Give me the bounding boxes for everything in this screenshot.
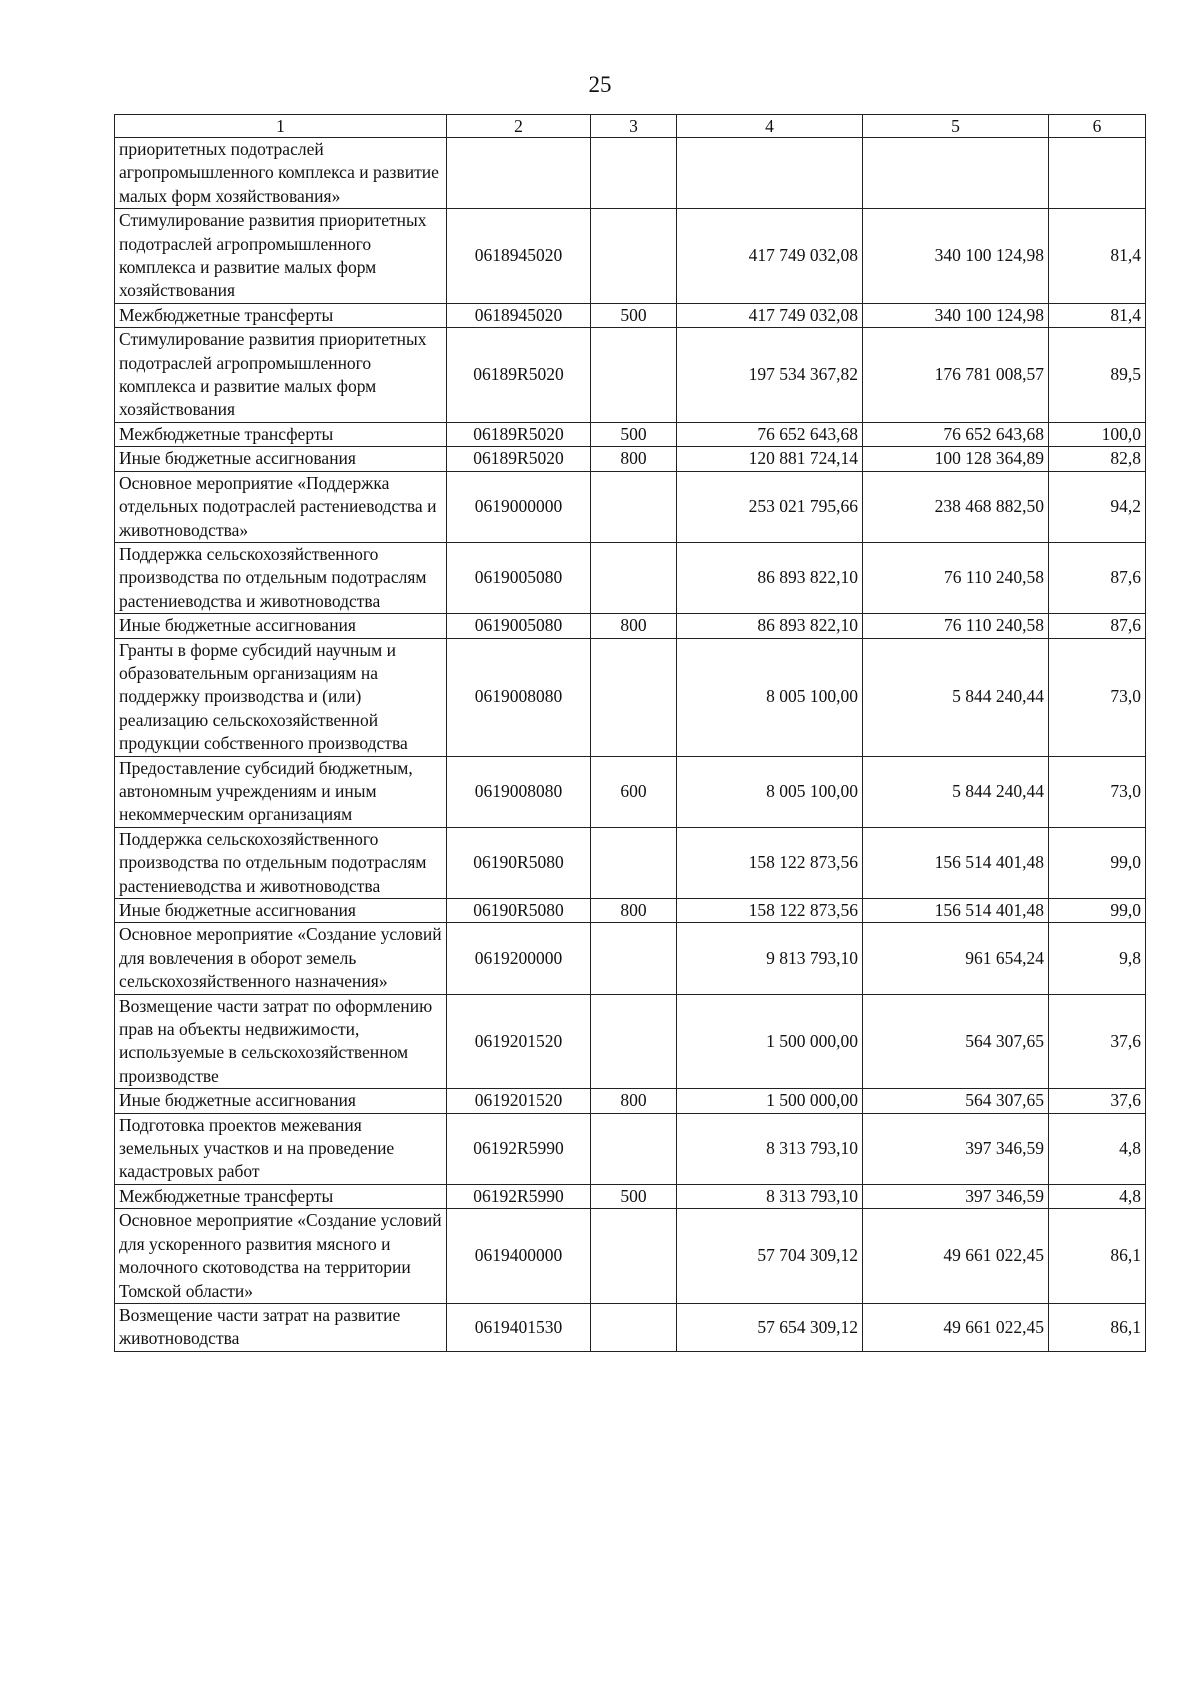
row-name-cell: Иные бюджетные ассигнования xyxy=(115,1089,447,1113)
table-row xyxy=(115,138,1146,209)
budget-execution-table xyxy=(114,114,1146,1352)
row-expense-type-cell: 800 xyxy=(591,447,677,471)
table-row xyxy=(115,827,1146,898)
row-plan-amount-cell: 57 704 309,12 xyxy=(677,1209,863,1304)
row-percent-cell: 94,2 xyxy=(1049,471,1146,542)
column-header-1: 1 xyxy=(115,115,447,138)
row-actual-amount-cell: 76 652 643,68 xyxy=(863,422,1049,446)
row-expense-type-cell: 800 xyxy=(591,1089,677,1113)
row-code-cell: 06189R5020 xyxy=(447,422,591,446)
row-actual-amount-cell: 238 468 882,50 xyxy=(863,471,1049,542)
row-plan-amount-cell: 417 749 032,08 xyxy=(677,303,863,327)
row-name-cell: Гранты в форме субсидий научным и образовательным организациям на поддержку производства и (или) реализацию сельскохозяйственной продукции собственного производства xyxy=(115,638,447,756)
row-actual-amount-cell: 397 346,59 xyxy=(863,1184,1049,1208)
row-plan-amount-cell: 120 881 724,14 xyxy=(677,447,863,471)
row-code-cell: 0619008080 xyxy=(447,638,591,756)
row-name-cell: Стимулирование развития приоритетных подотраслей агропромышленного комплекса и развитие малых форм хозяйствования xyxy=(115,209,447,304)
row-actual-amount-cell: 5 844 240,44 xyxy=(863,756,1049,827)
row-expense-type-cell xyxy=(591,138,677,209)
row-plan-amount-cell: 1 500 000,00 xyxy=(677,994,863,1089)
row-actual-amount-cell: 76 110 240,58 xyxy=(863,614,1049,638)
row-percent-cell: 100,0 xyxy=(1049,422,1146,446)
row-percent-cell: 82,8 xyxy=(1049,447,1146,471)
row-code-cell: 0619201520 xyxy=(447,994,591,1089)
table-row xyxy=(115,1089,1146,1113)
row-plan-amount-cell: 158 122 873,56 xyxy=(677,827,863,898)
row-name-cell: Стимулирование развития приоритетных подотраслей агропромышленного комплекса и развитие малых форм хозяйствования xyxy=(115,328,447,423)
row-expense-type-cell: 600 xyxy=(591,756,677,827)
row-name-cell: Иные бюджетные ассигнования xyxy=(115,447,447,471)
row-expense-type-cell: 800 xyxy=(591,899,677,923)
row-actual-amount-cell: 176 781 008,57 xyxy=(863,328,1049,423)
table-row xyxy=(115,328,1146,423)
table-row xyxy=(115,471,1146,542)
row-code-cell: 06190R5080 xyxy=(447,899,591,923)
row-expense-type-cell xyxy=(591,923,677,994)
row-percent-cell: 89,5 xyxy=(1049,328,1146,423)
table-row xyxy=(115,303,1146,327)
row-name-cell: Возмещение части затрат на развитие животноводства xyxy=(115,1303,447,1351)
row-name-cell: Поддержка сельскохозяйственного производства по отдельным подотраслям растениеводства и животноводства xyxy=(115,827,447,898)
row-plan-amount-cell: 86 893 822,10 xyxy=(677,614,863,638)
column-header-6: 6 xyxy=(1049,115,1146,138)
row-code-cell: 0619400000 xyxy=(447,1209,591,1304)
table-row xyxy=(115,542,1146,613)
row-plan-amount-cell: 8 313 793,10 xyxy=(677,1184,863,1208)
row-name-cell: приоритетных подотраслей агропромышленного комплекса и развитие малых форм хозяйствования» xyxy=(115,138,447,209)
row-plan-amount-cell: 1 500 000,00 xyxy=(677,1089,863,1113)
row-name-cell: Основное мероприятие «Создание условий для вовлечения в оборот земель сельскохозяйственного назначения» xyxy=(115,923,447,994)
row-plan-amount-cell: 86 893 822,10 xyxy=(677,542,863,613)
row-percent-cell: 9,8 xyxy=(1049,923,1146,994)
table-row xyxy=(115,209,1146,304)
row-percent-cell: 73,0 xyxy=(1049,638,1146,756)
row-actual-amount-cell: 100 128 364,89 xyxy=(863,447,1049,471)
row-name-cell: Возмещение части затрат по оформлению прав на объекты недвижимости, используемые в сельскохозяйственном производстве xyxy=(115,994,447,1089)
row-name-cell: Межбюджетные трансферты xyxy=(115,1184,447,1208)
row-plan-amount-cell: 158 122 873,56 xyxy=(677,899,863,923)
row-percent-cell: 86,1 xyxy=(1049,1303,1146,1351)
page-number: 25 xyxy=(588,72,612,97)
row-code-cell: 06189R5020 xyxy=(447,328,591,423)
row-code-cell: 0619008080 xyxy=(447,756,591,827)
row-name-cell: Межбюджетные трансферты xyxy=(115,422,447,446)
row-percent-cell: 37,6 xyxy=(1049,994,1146,1089)
row-expense-type-cell xyxy=(591,328,677,423)
row-plan-amount-cell: 417 749 032,08 xyxy=(677,209,863,304)
table-row xyxy=(115,1209,1146,1304)
row-expense-type-cell xyxy=(591,1209,677,1304)
row-name-cell: Иные бюджетные ассигнования xyxy=(115,614,447,638)
table-row xyxy=(115,923,1146,994)
row-name-cell: Основное мероприятие «Поддержка отдельных подотраслей растениеводства и животноводства» xyxy=(115,471,447,542)
row-plan-amount-cell xyxy=(677,138,863,209)
row-plan-amount-cell: 76 652 643,68 xyxy=(677,422,863,446)
row-name-cell: Подготовка проектов межевания земельных участков и на проведение кадастровых работ xyxy=(115,1113,447,1184)
row-expense-type-cell: 500 xyxy=(591,422,677,446)
table-row xyxy=(115,1184,1146,1208)
row-plan-amount-cell: 253 021 795,66 xyxy=(677,471,863,542)
table-row xyxy=(115,447,1146,471)
column-header-2: 2 xyxy=(447,115,591,138)
row-expense-type-cell xyxy=(591,471,677,542)
row-name-cell: Межбюджетные трансферты xyxy=(115,303,447,327)
row-code-cell: 0618945020 xyxy=(447,303,591,327)
row-code-cell: 0619200000 xyxy=(447,923,591,994)
row-plan-amount-cell: 8 005 100,00 xyxy=(677,756,863,827)
row-percent-cell: 4,8 xyxy=(1049,1113,1146,1184)
row-code-cell: 06190R5080 xyxy=(447,827,591,898)
row-percent-cell: 99,0 xyxy=(1049,827,1146,898)
row-expense-type-cell xyxy=(591,1303,677,1351)
row-actual-amount-cell: 564 307,65 xyxy=(863,994,1049,1089)
row-expense-type-cell xyxy=(591,827,677,898)
row-plan-amount-cell: 197 534 367,82 xyxy=(677,328,863,423)
row-percent-cell: 87,6 xyxy=(1049,542,1146,613)
row-actual-amount-cell: 340 100 124,98 xyxy=(863,209,1049,304)
table-row xyxy=(115,614,1146,638)
row-expense-type-cell xyxy=(591,209,677,304)
row-plan-amount-cell: 8 005 100,00 xyxy=(677,638,863,756)
row-percent-cell: 4,8 xyxy=(1049,1184,1146,1208)
row-expense-type-cell: 800 xyxy=(591,614,677,638)
row-actual-amount-cell: 564 307,65 xyxy=(863,1089,1049,1113)
table-row xyxy=(115,1303,1146,1351)
row-code-cell: 0619401530 xyxy=(447,1303,591,1351)
row-expense-type-cell: 500 xyxy=(591,1184,677,1208)
row-plan-amount-cell: 9 813 793,10 xyxy=(677,923,863,994)
row-code-cell: 06192R5990 xyxy=(447,1113,591,1184)
row-expense-type-cell xyxy=(591,542,677,613)
row-actual-amount-cell: 961 654,24 xyxy=(863,923,1049,994)
row-percent-cell: 37,6 xyxy=(1049,1089,1146,1113)
row-plan-amount-cell: 57 654 309,12 xyxy=(677,1303,863,1351)
row-name-cell: Поддержка сельскохозяйственного производства по отдельным подотраслям растениеводства и животноводства xyxy=(115,542,447,613)
column-header-4: 4 xyxy=(677,115,863,138)
row-code-cell: 06192R5990 xyxy=(447,1184,591,1208)
row-percent-cell xyxy=(1049,138,1146,209)
column-header-5: 5 xyxy=(863,115,1049,138)
column-number-header-row xyxy=(115,115,1146,138)
table-row xyxy=(115,638,1146,756)
row-expense-type-cell: 500 xyxy=(591,303,677,327)
row-code-cell: 06189R5020 xyxy=(447,447,591,471)
table-row xyxy=(115,994,1146,1089)
column-header-3: 3 xyxy=(591,115,677,138)
table-row xyxy=(115,756,1146,827)
row-code-cell: 0619005080 xyxy=(447,614,591,638)
row-percent-cell: 73,0 xyxy=(1049,756,1146,827)
row-code-cell xyxy=(447,138,591,209)
row-actual-amount-cell xyxy=(863,138,1049,209)
row-plan-amount-cell: 8 313 793,10 xyxy=(677,1113,863,1184)
row-expense-type-cell xyxy=(591,994,677,1089)
row-actual-amount-cell: 5 844 240,44 xyxy=(863,638,1049,756)
row-actual-amount-cell: 397 346,59 xyxy=(863,1113,1049,1184)
table-row xyxy=(115,1113,1146,1184)
row-expense-type-cell xyxy=(591,638,677,756)
row-actual-amount-cell: 340 100 124,98 xyxy=(863,303,1049,327)
row-code-cell: 0619000000 xyxy=(447,471,591,542)
row-expense-type-cell xyxy=(591,1113,677,1184)
row-name-cell: Иные бюджетные ассигнования xyxy=(115,899,447,923)
row-actual-amount-cell: 156 514 401,48 xyxy=(863,827,1049,898)
row-percent-cell: 86,1 xyxy=(1049,1209,1146,1304)
row-percent-cell: 81,4 xyxy=(1049,303,1146,327)
row-name-cell: Предоставление субсидий бюджетным, автономным учреждениям и иным некоммерческим организациям xyxy=(115,756,447,827)
row-actual-amount-cell: 76 110 240,58 xyxy=(863,542,1049,613)
row-actual-amount-cell: 156 514 401,48 xyxy=(863,899,1049,923)
row-name-cell: Основное мероприятие «Создание условий для ускоренного развития мясного и молочного скотоводства на территории Томской области» xyxy=(115,1209,447,1304)
row-code-cell: 0618945020 xyxy=(447,209,591,304)
row-code-cell: 0619201520 xyxy=(447,1089,591,1113)
row-percent-cell: 81,4 xyxy=(1049,209,1146,304)
row-code-cell: 0619005080 xyxy=(447,542,591,613)
row-percent-cell: 87,6 xyxy=(1049,614,1146,638)
table-row xyxy=(115,899,1146,923)
row-actual-amount-cell: 49 661 022,45 xyxy=(863,1209,1049,1304)
row-percent-cell: 99,0 xyxy=(1049,899,1146,923)
row-actual-amount-cell: 49 661 022,45 xyxy=(863,1303,1049,1351)
table-row xyxy=(115,422,1146,446)
